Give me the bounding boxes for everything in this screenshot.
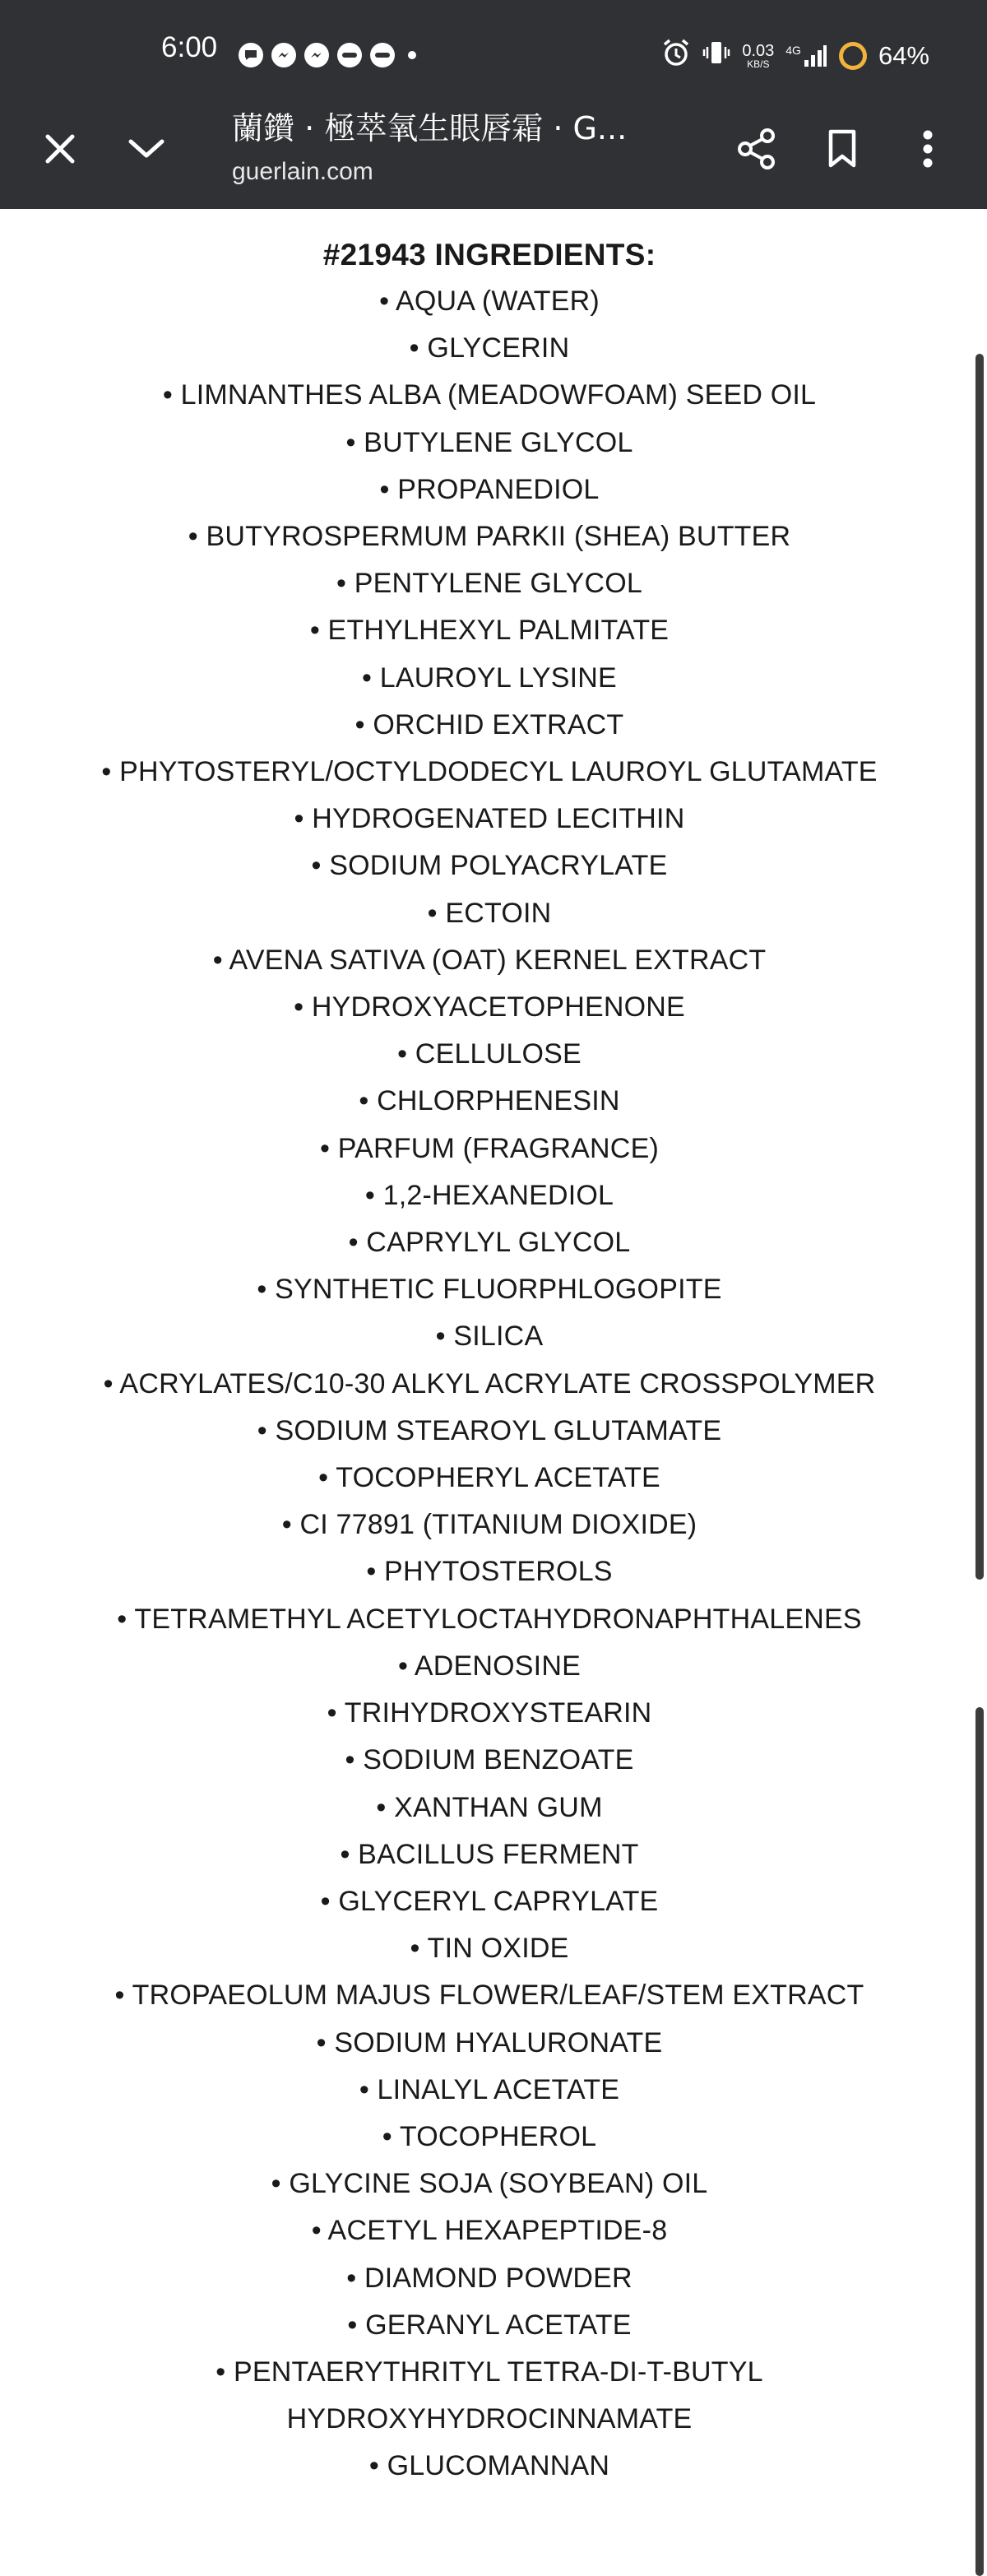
ingredient-item: • PARFUM (FRAGRANCE): [320, 1132, 659, 1164]
messenger-icon: [271, 43, 296, 67]
ingredient-item: • LAUROYL LYSINE: [362, 661, 617, 694]
ingredient-item: • ORCHID EXTRACT: [354, 708, 624, 740]
battery-percent: 64%: [878, 41, 929, 70]
ingredient-item: • BUTYLENE GLYCOL: [345, 426, 633, 458]
ingredient-item: • ACETYL HEXAPEPTIDE-8: [311, 2215, 668, 2247]
messenger-icon: [304, 43, 329, 67]
ingredient-item: • ETHYLHEXYL PALMITATE: [309, 615, 670, 647]
close-icon: [44, 132, 76, 165]
ingredient-item: • AVENA SATIVA (OAT) KERNEL EXTRACT: [212, 944, 767, 976]
network-speed-value: 0.03: [742, 42, 775, 60]
status-time: 6:00: [161, 31, 218, 63]
ingredient-item: • SODIUM STEAROYL GLUTAMATE: [257, 1414, 722, 1446]
ingredient-item: • XANTHAN GUM: [376, 1791, 603, 1823]
scrollbar-thumb-lower[interactable]: [975, 1707, 984, 2576]
chevron-down-icon: [127, 137, 165, 160]
close-button[interactable]: [27, 116, 93, 182]
ingredient-item: • PHYTOSTERYL/OCTYLDODECYL LAUROYL GLUTAMATE: [101, 756, 878, 788]
line-icon: [337, 43, 362, 67]
ingredient-item: • PHYTOSTEROLS: [366, 1556, 613, 1588]
share-button[interactable]: [724, 116, 790, 182]
ingredients-list: [0, 278, 979, 2490]
ingredient-item: • ECTOIN: [427, 897, 552, 929]
ingredient-item: • 1,2-HEXANEDIOL: [364, 1179, 614, 1211]
bookmark-icon: [827, 129, 857, 169]
ingredient-item: • SODIUM HYALURONATE: [316, 2026, 663, 2058]
ingredient-item: • TROPAEOLUM MAJUS FLOWER/LEAF/STEM EXTRACT: [114, 1980, 864, 2012]
ingredient-item: • PROPANEDIOL: [379, 473, 600, 505]
ingredient-item: • SYNTHETIC FLUORPHLOGOPITE: [257, 1274, 722, 1306]
ingredient-item: • TETRAMETHYL ACETYLOCTAHYDRONAPHTHALENES: [117, 1603, 862, 1635]
more-options-button[interactable]: [895, 116, 961, 182]
ingredient-item: • HYDROXYACETOPHENONE: [294, 991, 685, 1023]
ingredient-item: • PENTAERYTHRITYL TETRA-DI-T-BUTYL HYDROXYHYDROCINNAMATE: [215, 2356, 763, 2435]
ingredient-item: • TOCOPHERYL ACETATE: [318, 1462, 660, 1494]
scrollbar-thumb[interactable]: [975, 354, 984, 1580]
ingredient-item: • AQUA (WATER): [379, 285, 600, 317]
ingredient-item: • ADENOSINE: [398, 1650, 581, 1682]
page-title: 蘭鑽 · 極萃氧生眼唇霜 · G...: [232, 110, 628, 146]
ingredient-item: • LIMNANTHES ALBA (MEADOWFOAM) SEED OIL: [162, 379, 817, 411]
ingredient-item: • GLYCERYL CAPRYLATE: [320, 1885, 659, 1917]
ingredient-item: • PENTYLENE GLYCOL: [336, 568, 642, 600]
browser-toolbar: [0, 89, 987, 209]
ingredient-item: • LINALYL ACETATE: [359, 2073, 620, 2105]
ingredient-item: • CHLORPHENESIN: [359, 1085, 620, 1117]
ingredient-item: • BUTYROSPERMUM PARKII (SHEA) BUTTER: [188, 521, 791, 553]
ingredient-item: • GLYCINE SOJA (SOYBEAN) OIL: [271, 2168, 708, 2200]
more-vert-icon: [922, 129, 934, 169]
minimize-button[interactable]: [114, 116, 179, 182]
line-icon: [370, 43, 395, 67]
ingredient-item: • GERANYL ACETATE: [347, 2309, 632, 2341]
ingredients-heading: #21943 INGREDIENTS:: [322, 238, 656, 272]
status-bar: [0, 0, 987, 89]
network-speed: [742, 43, 774, 69]
network-speed-unit: KB/S: [747, 58, 770, 70]
notification-icons: [239, 43, 416, 67]
bookmark-button[interactable]: [809, 116, 875, 182]
ingredient-item: • TIN OXIDE: [410, 1933, 569, 1965]
network-type: 4G: [785, 44, 801, 57]
ingredient-item: • TRIHYDROXYSTEARIN: [327, 1697, 652, 1729]
signal-icon: [785, 44, 827, 68]
ingredient-item: • GLUCOMANNAN: [368, 2450, 610, 2482]
ingredient-item: • TOCOPHEROL: [382, 2120, 597, 2152]
ingredient-item: • BACILLUS FERMENT: [340, 1838, 639, 1870]
vibrate-icon: [702, 39, 730, 73]
ingredient-item: • DIAMOND POWDER: [346, 2262, 633, 2294]
more-notifications-dot: [408, 51, 416, 59]
ingredient-item: • CAPRYLYL GLYCOL: [348, 1227, 631, 1259]
battery-icon: [839, 42, 867, 70]
ingredient-item: • CELLULOSE: [397, 1038, 582, 1070]
chat-icon: [239, 43, 263, 67]
system-icons: [661, 38, 929, 74]
ingredient-item: • CI 77891 (TITANIUM DIOXIDE): [281, 1509, 697, 1541]
page-content: [0, 209, 979, 2490]
ingredient-item: • SODIUM POLYACRYLATE: [311, 850, 668, 882]
alarm-icon: [661, 38, 691, 74]
ingredient-item: • ACRYLATES/C10-30 ALKYL ACRYLATE CROSSPOLYMER: [103, 1367, 876, 1399]
ingredient-item: • HYDROGENATED LECITHIN: [294, 803, 685, 835]
share-icon: [736, 128, 777, 170]
ingredient-item: • SODIUM BENZOATE: [345, 1744, 634, 1776]
ingredient-item: • SILICA: [435, 1320, 544, 1353]
page-url: guerlain.com: [232, 158, 373, 185]
ingredient-item: • GLYCERIN: [409, 332, 570, 364]
